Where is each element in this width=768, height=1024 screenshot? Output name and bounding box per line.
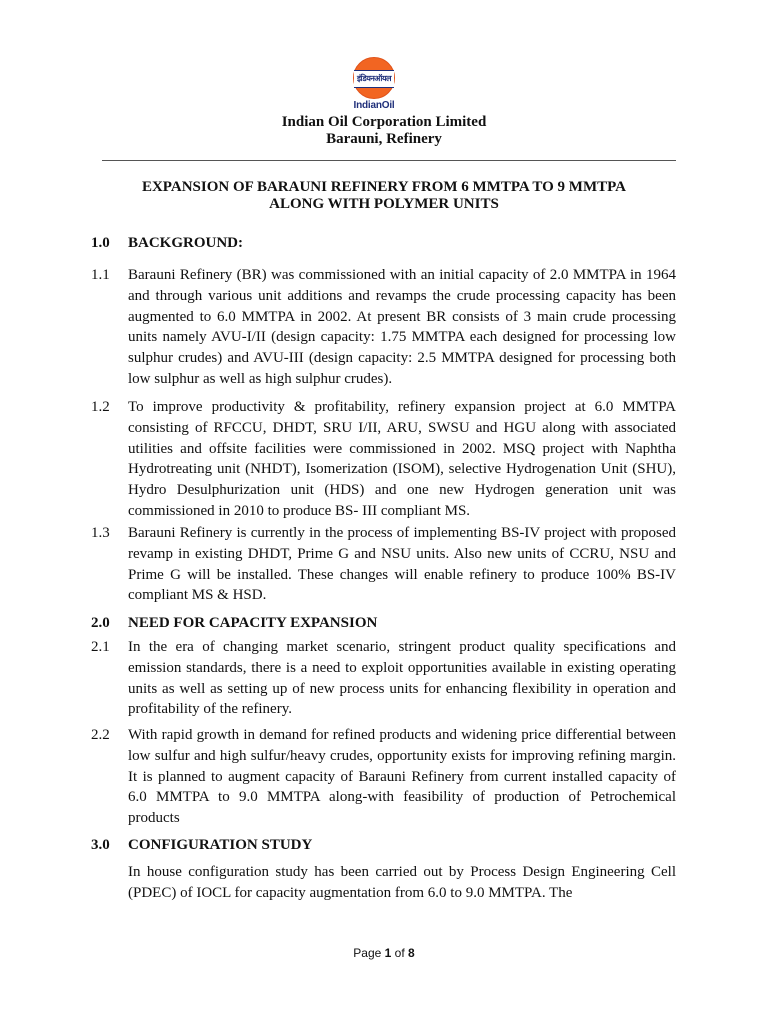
paragraph-3: In house configuration study has been carried out by Process Design Engineering Cell (PDEC) of IOCL for capacity augmentation from 6.0 to 9.0 MMTPA. The [128, 864, 676, 901]
section-number: 1.0 [91, 235, 110, 251]
logo-emblem [353, 57, 395, 99]
page-total: 8 [408, 946, 415, 960]
section-heading-configuration-study: CONFIGURATION STUDY [128, 837, 313, 853]
page-current: 1 [384, 946, 392, 960]
document-title-line1: EXPANSION OF BARAUNI REFINERY FROM 6 MMTPA TO 9 MMTPA [141, 179, 627, 195]
paragraph-1-2: To improve productivity & profitability, refinery expansion project at 6.0 MMTPA consisting of RFCCU, DHDT, SRU I/II, ARU, SWSU and HGU along with associated utilities and offsite facilities were commissioned in 2002. MSQ project with Naphtha Hydrotreating unit (NHDT), Isomerization (ISOM), selective Hydrogenation Unit (SHU), Hydro Desulphurization unit (HDS) and one new Hydrogen generation unit was commissioned in 2010 to produce BS- III compliant MS. [128, 399, 676, 519]
section-number: 2.0 [91, 615, 110, 631]
page-label: Page [353, 946, 385, 960]
paragraph-1-1: Barauni Refinery (BR) was commissioned with an initial capacity of 2.0 MMTPA in 1964 and through various unit additions and revamps the crude processing capacity has been augmented to 6.0 MMTPA in 2002. At present BR consists of 3 main crude processing units namely AVU-I/II (design capacity: 1.75 MMTPA each designed for processing low sulphur crudes) and AVU-III (design capacity: 2.5 MMTPA designed for processing both low sulphur as well as high sulphur crudes). [128, 267, 676, 387]
indianoil-logo [349, 57, 399, 111]
paragraph-2-1: In the era of changing market scenario, stringent product quality specifications and emission standards, there is a need to exploit opportunities available in existing operating units as well as setting up of new process units for enhancing flexibility in operation and profitability of the refinery. [128, 639, 676, 718]
section-number: 3.0 [91, 837, 110, 853]
company-name: Indian Oil Corporation Limited [281, 114, 487, 130]
paragraph-number: 1.1 [91, 267, 110, 283]
paragraph-2-2: With rapid growth in demand for refined products and widening price differential between low sulfur and high sulfur/heavy crudes, opportunity exists for improving refining margin. It is planned to augment capacity of Barauni Refinery from current installed capacity of 6.0 MMTPA to 9.0 MMTPA along-with feasibility of production of Petrochemical products [128, 727, 676, 827]
header-divider [102, 160, 676, 161]
document-title-line2: ALONG WITH POLYMER UNITS [269, 196, 499, 212]
section-heading-background: BACKGROUND: [128, 235, 243, 251]
logo-devanagari-text: इंडियनऑयल [354, 70, 394, 88]
refinery-name: Barauni, Refinery [326, 131, 442, 147]
paragraph-number: 2.1 [91, 639, 110, 655]
page-of-label: of [391, 946, 409, 960]
paragraph-number: 1.2 [91, 399, 110, 415]
paragraph-number: 2.2 [91, 727, 110, 743]
section-heading-capacity-expansion: NEED FOR CAPACITY EXPANSION [128, 615, 378, 631]
paragraph-number: 1.3 [91, 525, 110, 541]
logo-brand-text: IndianOil [353, 100, 395, 111]
page-indicator [0, 946, 768, 960]
paragraph-1-3: Barauni Refinery is currently in the process of implementing BS-IV project with proposed revamp in existing DHDT, Prime G and NSU units. Also new units of CCRU, NSU and Prime G will be installed. These changes will enable refinery to produce 100% BS-IV compliant MS & HSD. [128, 525, 676, 604]
